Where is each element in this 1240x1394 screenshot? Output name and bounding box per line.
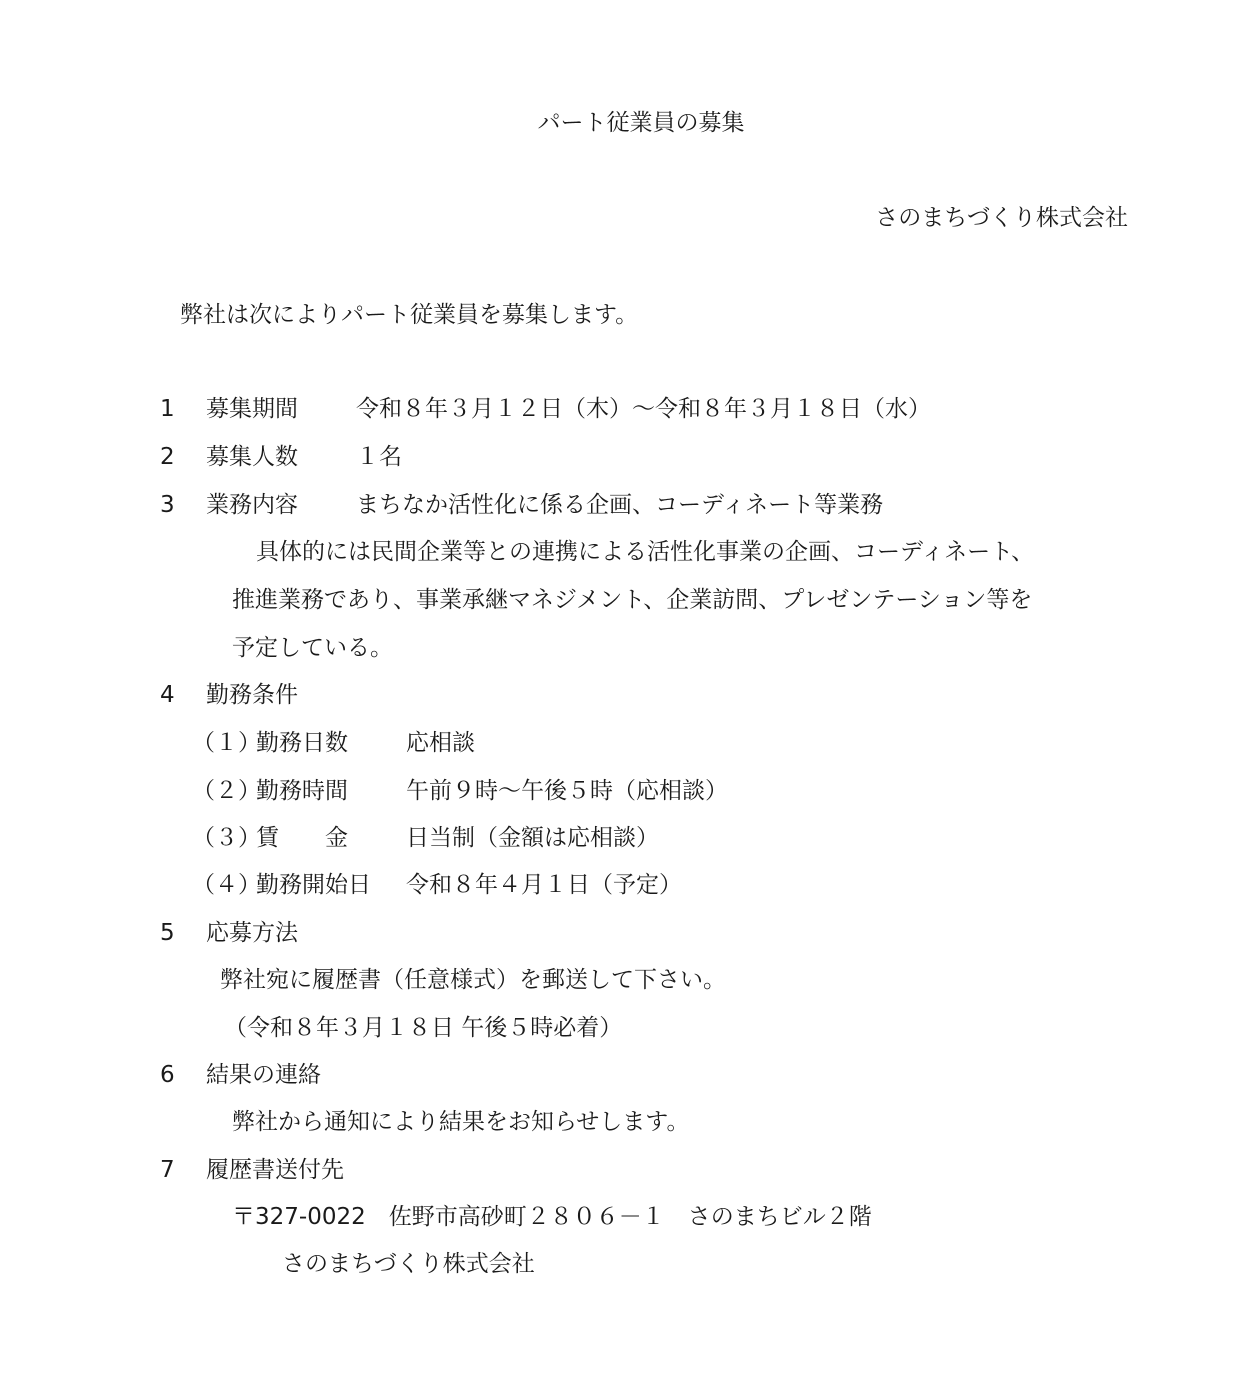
- application-deadline: （令和８年３月１８日 午後５時必着）: [224, 1015, 623, 1041]
- condition-value-work-hours: 午前９時～午後５時（応相談）: [406, 778, 728, 804]
- item-number: 3: [160, 492, 175, 518]
- item-number: 7: [160, 1157, 175, 1183]
- condition-number: （１）: [192, 730, 261, 756]
- item-number: 2: [160, 444, 175, 470]
- condition-label-work-days: 勤務日数: [256, 730, 348, 756]
- condition-value-start-date: 令和８年４月１日（予定）: [406, 872, 682, 898]
- document-title: パート従業員の募集: [537, 110, 745, 136]
- item-label-application-method: 応募方法: [206, 920, 298, 946]
- job-detail-line: 具体的には民間企業等との連携による活性化事業の企画、コーディネート、: [256, 539, 1035, 565]
- company-name: さのまちづくり株式会社: [875, 205, 1128, 231]
- condition-number: （２）: [192, 778, 261, 804]
- item-value-job-content: まちなか活性化に係る企画、コーディネート等業務: [356, 492, 884, 518]
- item-label-send-to: 履歴書送付先: [206, 1157, 344, 1183]
- item-label-result-notice: 結果の連絡: [206, 1062, 321, 1088]
- intro-text: 弊社は次によりパート従業員を募集します。: [180, 302, 639, 328]
- item-value-recruitment-period: 令和８年３月１２日（木）～令和８年３月１８日（水）: [356, 396, 931, 422]
- item-label-job-content: 業務内容: [206, 492, 298, 518]
- send-to-company: さのまちづくり株式会社: [282, 1251, 535, 1277]
- condition-number: （３）: [192, 825, 261, 851]
- job-detail-line: 推進業務であり、事業承継マネジメント、企業訪問、プレゼンテーション等を: [232, 587, 1033, 613]
- condition-label-work-hours: 勤務時間: [256, 778, 348, 804]
- item-value-headcount: １名: [356, 444, 402, 470]
- condition-label-start-date: 勤務開始日: [256, 872, 371, 898]
- condition-label-wage: 賃 金: [256, 825, 348, 851]
- condition-value-wage: 日当制（金額は応相談）: [406, 825, 659, 851]
- item-number: 4: [160, 682, 175, 708]
- item-label-work-conditions: 勤務条件: [206, 682, 298, 708]
- application-detail-line: 弊社宛に履歴書（任意様式）を郵送して下さい。: [220, 967, 726, 993]
- item-number: 1: [160, 396, 175, 422]
- job-detail-line: 予定している。: [232, 635, 393, 661]
- condition-value-work-days: 応相談: [406, 730, 475, 756]
- result-notice-detail: 弊社から通知により結果をお知らせします。: [232, 1109, 690, 1135]
- send-to-address: 〒327-0022 佐野市高砂町２８０６－１ さのまちビル２階: [232, 1204, 872, 1230]
- item-number: 5: [160, 920, 175, 946]
- item-number: 6: [160, 1062, 175, 1088]
- condition-number: （４）: [192, 872, 261, 898]
- item-label-recruitment-period: 募集期間: [206, 396, 298, 422]
- item-label-headcount: 募集人数: [206, 444, 298, 470]
